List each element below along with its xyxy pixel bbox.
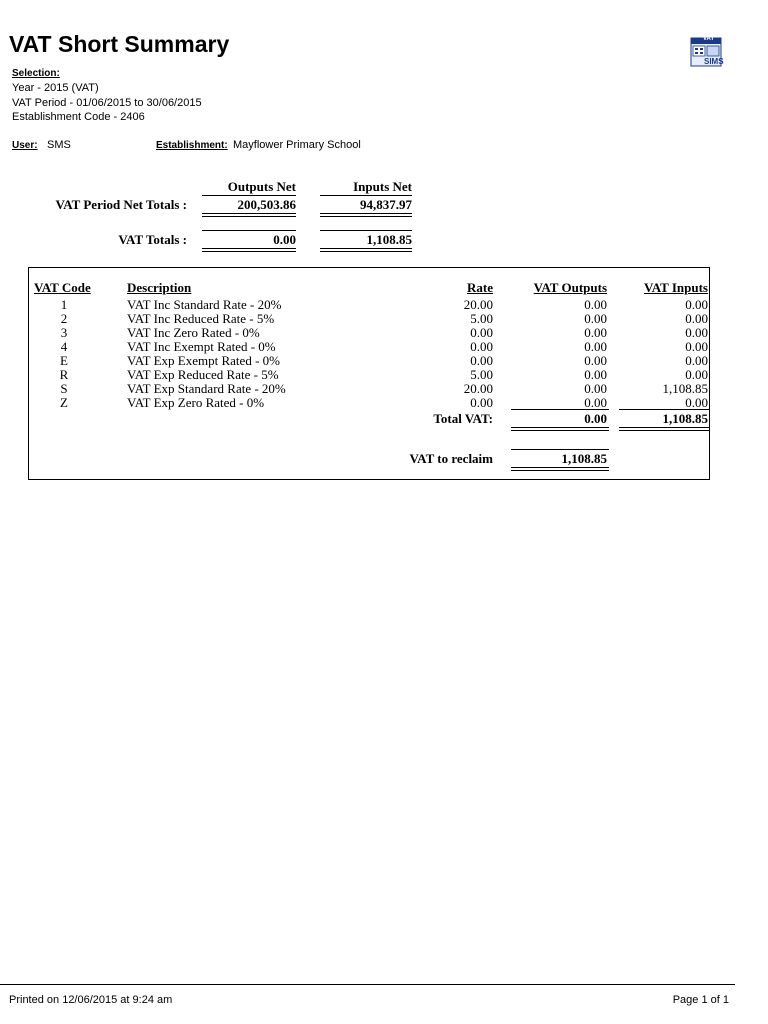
row-code: R bbox=[59, 367, 69, 382]
establishment-label: Establishment: bbox=[156, 140, 228, 151]
period-net-inputs-rule bbox=[320, 213, 412, 217]
row-rate: 0.00 bbox=[470, 353, 493, 368]
total-inputs-rule bbox=[619, 427, 709, 431]
vat-reclaim-label: VAT to reclaim bbox=[409, 451, 493, 466]
vat-reclaim-row bbox=[0, 451, 768, 465]
row-vat-inputs: 0.00 bbox=[685, 297, 708, 312]
page-number: Page 1 of 1 bbox=[672, 994, 729, 1006]
total-vat-label: Total VAT: bbox=[433, 411, 493, 426]
row-vat-outputs: 0.00 bbox=[584, 353, 607, 368]
row-description: VAT Exp Exempt Rated - 0% bbox=[127, 353, 280, 368]
table-row bbox=[0, 395, 768, 409]
row-rate: 20.00 bbox=[463, 381, 493, 396]
row-rate: 0.00 bbox=[470, 339, 493, 354]
row-description: VAT Inc Zero Rated - 0% bbox=[127, 325, 260, 340]
row-vat-outputs: 0.00 bbox=[584, 367, 607, 382]
row-vat-outputs: 0.00 bbox=[584, 339, 607, 354]
row-vat-inputs: 0.00 bbox=[685, 311, 708, 326]
period-net-outputs-value: 200,503.86 bbox=[237, 197, 296, 212]
sims-vat-logo-icon bbox=[690, 37, 722, 67]
vat-totals-inputs-rule bbox=[320, 248, 412, 252]
total-outputs-rule bbox=[511, 427, 609, 431]
inputs-net-header: Inputs Net bbox=[353, 179, 412, 194]
row-description: VAT Inc Exempt Rated - 0% bbox=[127, 339, 276, 354]
reclaim-rule bbox=[511, 467, 609, 471]
row-rate: 20.00 bbox=[463, 297, 493, 312]
selection-establishment-code: Establishment Code - 2406 bbox=[12, 111, 145, 123]
row-vat-inputs: 0.00 bbox=[685, 367, 708, 382]
period-net-totals-label: VAT Period Net Totals : bbox=[55, 197, 187, 212]
outputs-net-header: Outputs Net bbox=[227, 179, 296, 194]
row-rate: 0.00 bbox=[470, 325, 493, 340]
table-header-row bbox=[0, 280, 768, 294]
logo-text: SIMS bbox=[704, 57, 724, 66]
vat-totals-label: VAT Totals : bbox=[118, 232, 187, 247]
selection-period: VAT Period - 01/06/2015 to 30/06/2015 bbox=[12, 97, 202, 109]
row-description: VAT Exp Zero Rated - 0% bbox=[127, 395, 265, 410]
row-code: Z bbox=[60, 395, 68, 410]
row-rate: 0.00 bbox=[470, 395, 493, 410]
selection-heading: Selection: bbox=[12, 68, 60, 79]
table-row bbox=[0, 367, 768, 381]
row-code: 2 bbox=[60, 311, 68, 326]
page-title: VAT Short Summary bbox=[9, 31, 230, 57]
row-vat-inputs: 0.00 bbox=[685, 339, 708, 354]
selection-year: Year - 2015 (VAT) bbox=[12, 82, 99, 94]
inputs-header-rule bbox=[320, 195, 412, 196]
user-label: User: bbox=[12, 140, 38, 151]
row-code: 1 bbox=[60, 297, 68, 312]
row-vat-outputs: 0.00 bbox=[584, 381, 607, 396]
row-vat-outputs: 0.00 bbox=[584, 395, 607, 410]
row-description: VAT Exp Reduced Rate - 5% bbox=[127, 367, 279, 382]
table-row bbox=[0, 297, 768, 311]
table-row bbox=[0, 339, 768, 353]
header-vat-inputs: VAT Inputs bbox=[644, 280, 708, 295]
total-vat-row bbox=[0, 411, 768, 425]
row-description: VAT Inc Standard Rate - 20% bbox=[127, 297, 282, 312]
row-vat-inputs: 0.00 bbox=[685, 395, 708, 410]
row-code: E bbox=[60, 353, 68, 368]
total-inputs-top-rule bbox=[619, 409, 709, 410]
table-row bbox=[0, 353, 768, 367]
vat-totals-outputs-rule bbox=[202, 248, 296, 252]
reclaim-top-rule bbox=[511, 449, 609, 450]
row-vat-outputs: 0.00 bbox=[584, 297, 607, 312]
row-code: 4 bbox=[60, 339, 68, 354]
header-vat-code: VAT Code bbox=[34, 280, 91, 295]
row-vat-inputs: 0.00 bbox=[685, 325, 708, 340]
table-row bbox=[0, 325, 768, 339]
establishment-value: Mayflower Primary School bbox=[233, 139, 361, 151]
row-vat-inputs: 0.00 bbox=[685, 353, 708, 368]
row-description: VAT Inc Reduced Rate - 5% bbox=[127, 311, 275, 326]
total-outputs-top-rule bbox=[511, 409, 609, 410]
period-net-inputs-value: 94,837.97 bbox=[360, 197, 412, 212]
header-description: Description bbox=[127, 280, 192, 295]
logo-badge-text: VAT bbox=[703, 36, 715, 42]
row-code: S bbox=[60, 381, 68, 396]
vat-totals-inputs-top-rule bbox=[320, 230, 412, 231]
user-value: SMS bbox=[47, 139, 71, 151]
vat-totals-inputs-value: 1,108.85 bbox=[366, 232, 412, 247]
vat-reclaim-value: 1,108.85 bbox=[561, 451, 607, 466]
total-vat-outputs: 0.00 bbox=[584, 411, 607, 426]
row-vat-outputs: 0.00 bbox=[584, 311, 607, 326]
header-rate: Rate bbox=[467, 280, 493, 295]
row-vat-inputs: 1,108.85 bbox=[662, 381, 708, 396]
vat-totals-outputs-top-rule bbox=[202, 230, 296, 231]
row-rate: 5.00 bbox=[470, 367, 493, 382]
row-code: 3 bbox=[60, 325, 68, 340]
row-vat-outputs: 0.00 bbox=[584, 325, 607, 340]
table-row bbox=[0, 311, 768, 325]
footer-rule bbox=[0, 984, 735, 985]
printed-on-text: Printed on 12/06/2015 at 9:24 am bbox=[9, 994, 173, 1006]
period-net-outputs-rule bbox=[202, 213, 296, 217]
vat-totals-outputs-value: 0.00 bbox=[273, 232, 296, 247]
outputs-header-rule bbox=[202, 195, 296, 196]
total-vat-inputs: 1,108.85 bbox=[662, 411, 708, 426]
row-rate: 5.00 bbox=[470, 311, 493, 326]
table-row bbox=[0, 381, 768, 395]
row-description: VAT Exp Standard Rate - 20% bbox=[127, 381, 286, 396]
header-vat-outputs: VAT Outputs bbox=[533, 280, 607, 295]
